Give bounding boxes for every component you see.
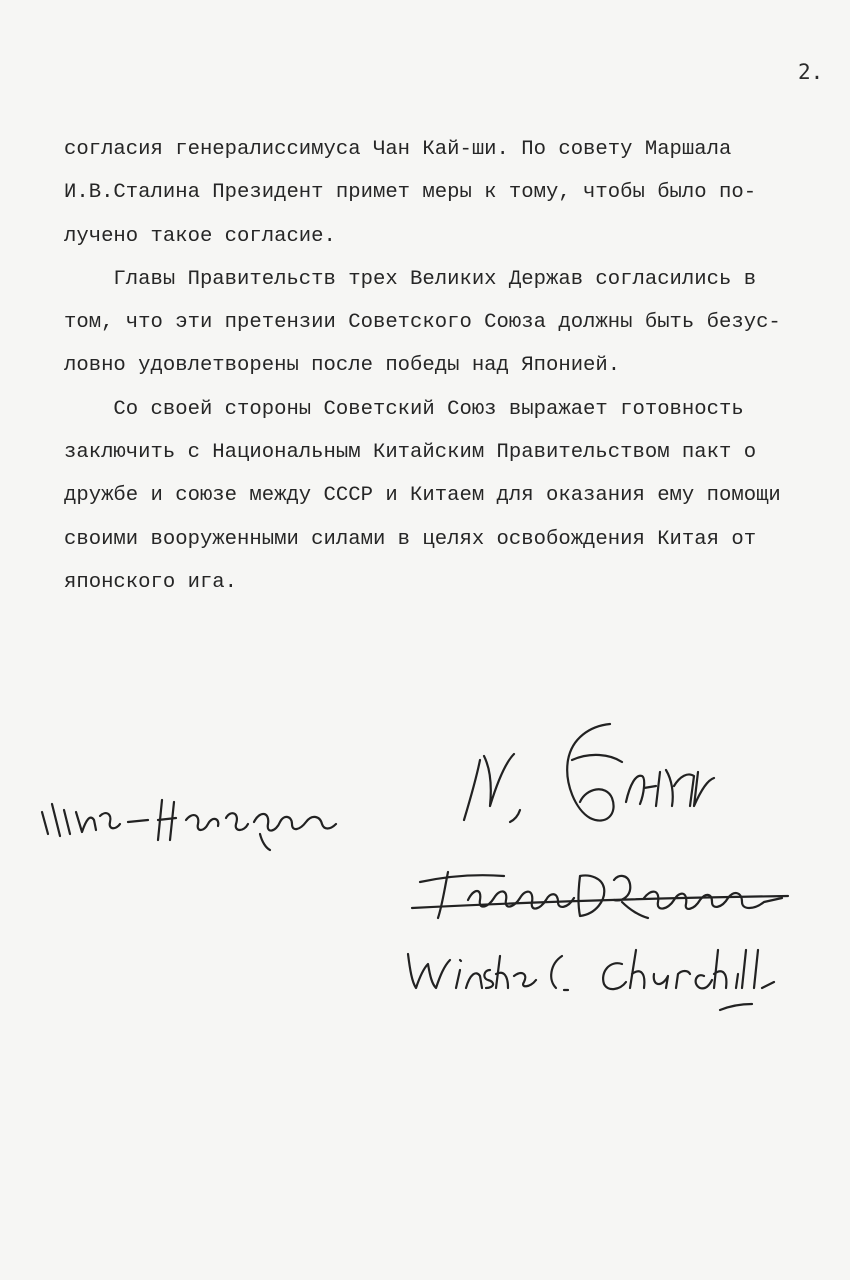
text-line: Главы Правительств трех Великих Держав согласились в bbox=[64, 267, 757, 291]
body-text bbox=[64, 128, 804, 604]
text-line: заключить с Национальным Китайским Правительством пакт о bbox=[64, 441, 757, 465]
text-line: И.В.Сталина Президент примет меры к тому, чтобы было по- bbox=[64, 181, 757, 205]
text-line: ловно удовлетворены после победы над Японией. bbox=[64, 354, 621, 378]
text-line: лучено такое согласие. bbox=[64, 224, 336, 248]
text-line: своими вооруженными силами в целях освобождения Китая от bbox=[64, 527, 757, 551]
roosevelt-signature bbox=[408, 852, 798, 932]
text-line: согласия генералиссимуса Чан Кай-ши. По совету Маршала bbox=[64, 138, 732, 161]
text-line: японского ига. bbox=[64, 570, 238, 594]
page-number: 2. bbox=[798, 60, 824, 84]
text-line: дружбе и союзе между СССР и Китаем для оказания ему помощи bbox=[64, 484, 781, 508]
churchill-signature bbox=[400, 930, 780, 1030]
text-line: Со своей стороны Советский Союз выражает готовность bbox=[64, 397, 744, 421]
stalin-signature bbox=[440, 710, 740, 840]
text-line: том, что эти претензии Советского Союза должны быть безус- bbox=[64, 311, 781, 335]
handwritten-date bbox=[30, 790, 350, 860]
